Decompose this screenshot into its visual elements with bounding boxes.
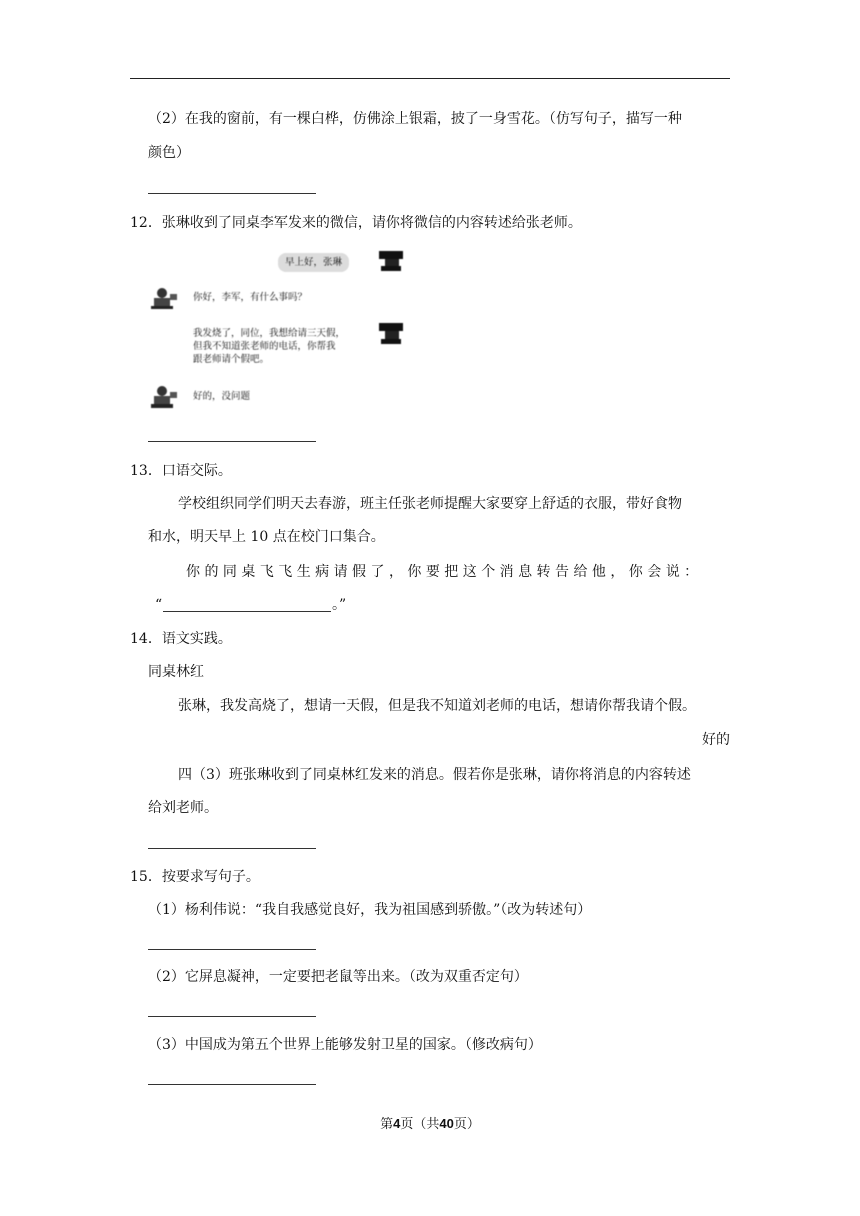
chat-message-1: 早上好，张琳 [278,253,349,272]
q15-item1: （1）杨利伟说：“我自我感觉良好，我为祖国感到骄傲。”（改为转述句） [148,902,592,918]
q13-para1-line1: 学校组织同学们明天去春游，班主任张老师提醒大家要穿上舒适的衣服，带好食物 [178,496,682,512]
header-rule [130,78,730,79]
footer-suffix: 页） [453,1117,480,1132]
q12-title: 12．张琳收到了同桌李军发来的微信，请你将微信的内容转述给张老师。 [130,215,582,231]
footer-page-number: 4 [393,1116,401,1131]
q13-quote-open: “ [155,597,163,613]
q13-quote-close: 。” [332,597,347,613]
q11-2-line2: 颜色） [148,145,190,161]
q13-title: 13．口语交际。 [130,463,232,479]
avatar-icon-zhanglin-2 [148,383,180,411]
answer-blank-q15-3[interactable] [148,1084,316,1085]
answer-blank-q15-1[interactable] [148,949,316,950]
q14-sender: 同桌林红 [148,664,204,680]
avatar-icon-lijun [377,249,405,273]
chat-message-2: 你好，李军，有什么事吗？ [193,292,308,303]
avatar-icon-lijun-2 [377,321,405,347]
q14-prompt-line2: 给刘老师。 [148,800,218,816]
footer-prefix: 第 [380,1117,394,1132]
chat-message-4: 好的，没问题 [193,391,251,402]
answer-blank-q13[interactable] [163,611,331,612]
q14-message: 张琳，我发高烧了，想请一天假，但是我不知道刘老师的电话，想请你帮我请个假。 [178,698,696,714]
q13-para1-line2: 和水，明天早上 10 点在校门口集合。 [148,529,385,545]
avatar-icon-zhanglin [148,285,180,311]
chat-message-3: 我发烧了，同位，我想给请三天假， 但我不知道张老师的电话，你帮我 跟老师请个假吧。 [193,328,346,365]
q15-item2: （2）它屏息凝神，一定要把老鼠等出来。（改为双重否定句） [148,969,528,985]
answer-blank-q11[interactable] [148,193,316,194]
footer-mid: 页（共 [400,1117,440,1132]
answer-blank-q12[interactable] [148,441,316,442]
answer-blank-q15-2[interactable] [148,1016,316,1017]
wechat-chat-image [145,245,425,420]
footer-total-pages: 40 [439,1116,454,1131]
answer-blank-q14[interactable] [148,848,316,849]
q14-prompt-line1: 四（3）班张琳收到了同桌林红发来的消息。假若你是张琳，请你将消息的内容转述 [178,767,691,783]
q13-para2-line1: 你 的 同 桌 飞 飞 生 病 请 假 了 ， 你 要 把 这 个 消 息 转 告 给 他 ， 你 会 说 ： [186,564,699,580]
q14-reply: 好的 [702,732,730,748]
q14-title: 14．语文实践。 [130,631,232,647]
q15-item3: （3）中国成为第五个世界上能够发射卫星的国家。（修改病句） [148,1037,542,1053]
q11-2-line1: （2）在我的窗前，有一棵白桦，仿佛涂上银霜，披了一身雪花。（仿写句子，描写一种 [148,111,682,127]
page-footer [0,1113,860,1132]
q15-title: 15．按要求写句子。 [130,869,260,885]
